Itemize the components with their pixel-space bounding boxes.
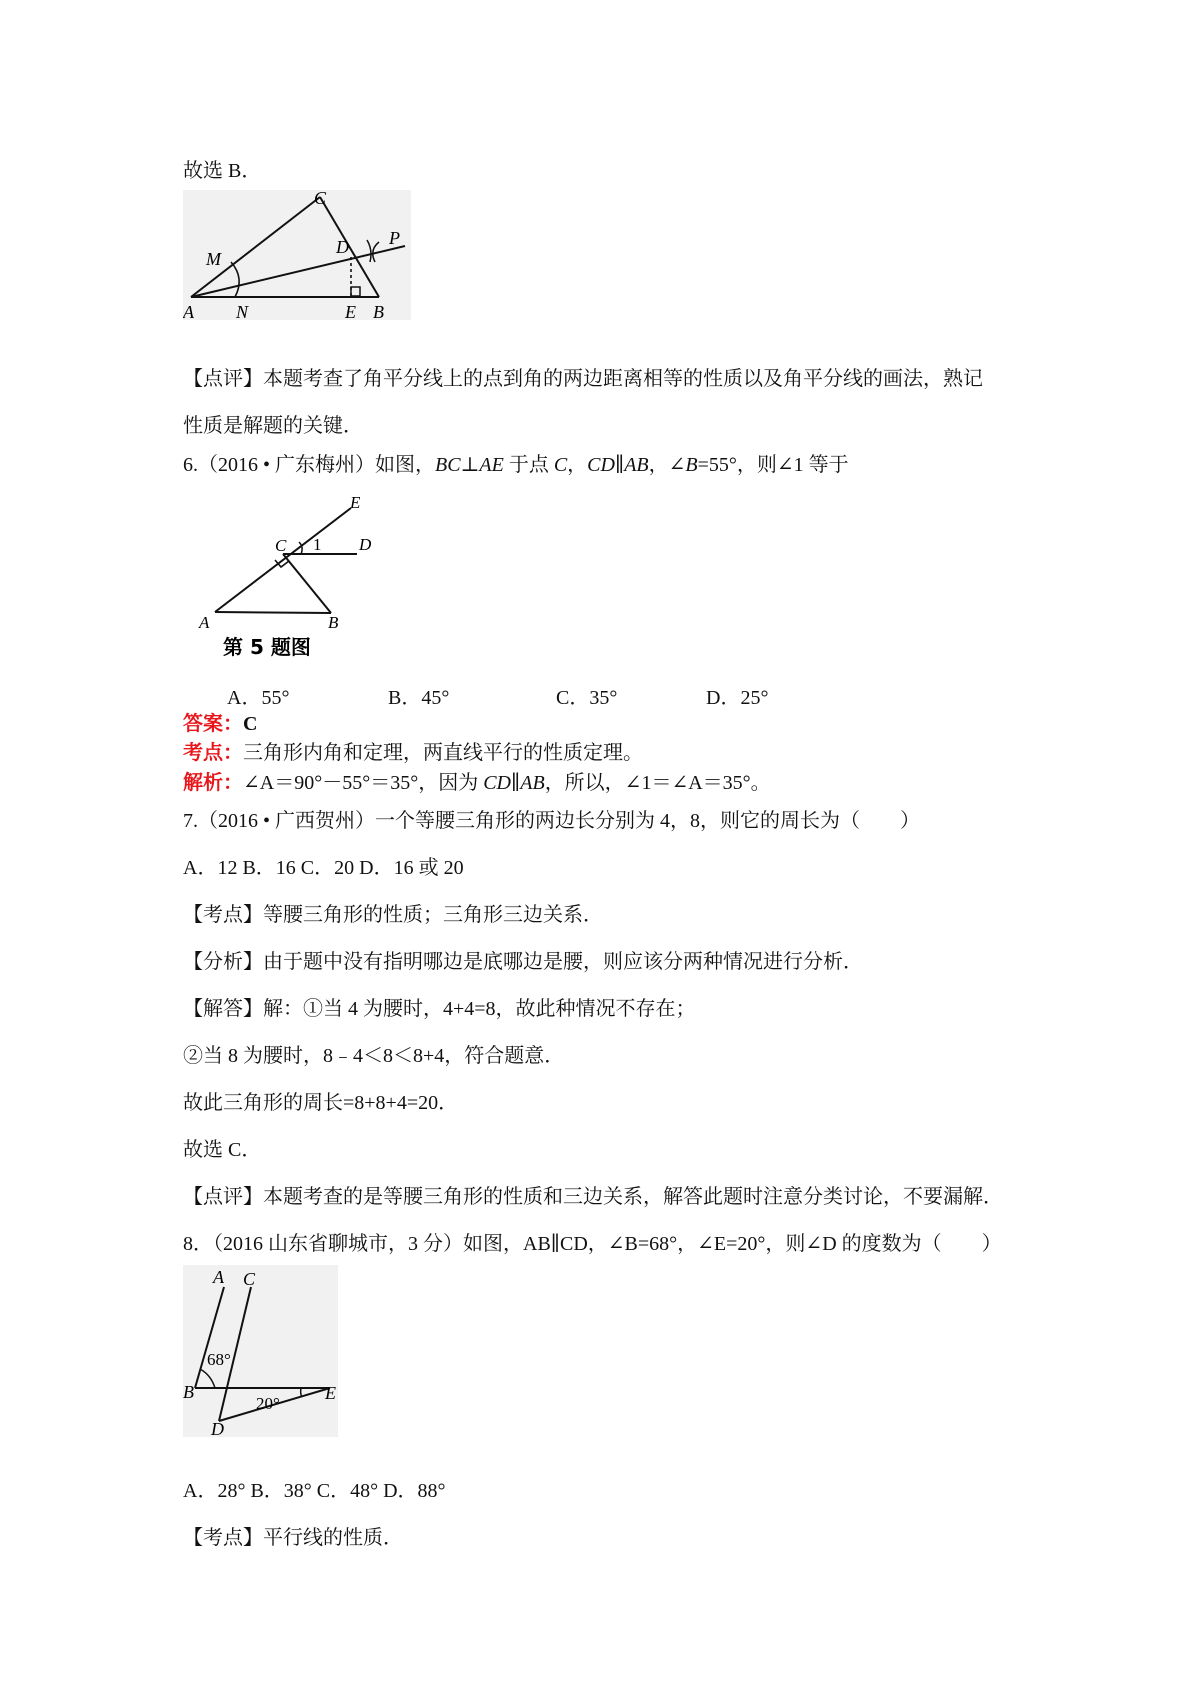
fig1-label-d: D <box>336 237 349 257</box>
fig2-label-1: 1 <box>313 535 322 554</box>
question-7-solution-3: 故此三角形的周长=8+8+4=20． <box>183 1092 459 1114</box>
fig2-label-d: D <box>359 535 372 554</box>
fig1-label-e: E <box>345 302 356 320</box>
fig3-label-b: B <box>183 1382 194 1402</box>
fig3-label-d: D <box>211 1419 224 1437</box>
question-7-stem: 7.（2016 • 广西贺州）一个等腰三角形的两边长分别为 4，8，则它的周长为（ ） <box>183 810 921 832</box>
fig3-label-68: 68° <box>207 1350 231 1369</box>
fig1-label-n: N <box>236 302 249 320</box>
q6-analysis: 解析：∠A＝90°－55°＝35°，因为 CD∥AB，所以，∠1＝∠A＝35°。 <box>183 772 771 794</box>
fig2-caption: 第 5 题图 <box>223 635 311 659</box>
review-line-2: 性质是解题的关键． <box>183 415 363 437</box>
question-7-selection: 故选 C． <box>183 1139 262 1161</box>
fig1-label-p: P <box>389 228 400 248</box>
question-8-stem: 8．（2016 山东省聊城市，3 分）如图，AB∥CD，∠B=68°，∠E=20°，则∠D 的度数为（ ） <box>183 1233 1002 1255</box>
question-7-solution-1: 【解答】解：①当 4 为腰时，4+4=8，故此种情况不存在； <box>183 998 696 1020</box>
fig3-label-a: A <box>213 1267 224 1287</box>
fig2-label-b: B <box>328 613 339 632</box>
review-line-1: 【点评】本题考查了角平分线上的点到角的两边距离相等的性质以及角平分线的画法，熟记 <box>183 368 983 390</box>
fig3-label-e: E <box>325 1383 336 1403</box>
q6-option-c: C．35° <box>556 687 618 709</box>
fig1-label-m: M <box>206 249 221 269</box>
question-8-options: A．28° B．38° C．48° D．88° <box>183 1480 446 1502</box>
fig1-label-a: A <box>183 302 194 320</box>
conclusion-line: 故选 B． <box>183 160 262 182</box>
question-7-keypoint: 【考点】等腰三角形的性质；三角形三边关系． <box>183 904 603 926</box>
question-8-keypoint: 【考点】平行线的性质． <box>183 1527 403 1549</box>
fig3-label-c: C <box>243 1269 256 1289</box>
question-7-options: A．12 B．16 C．20 D．16 或 20 <box>183 857 464 879</box>
fig1-label-c: C <box>314 190 327 208</box>
question-8-figure <box>183 1265 338 1437</box>
fig2-label-a: A <box>199 613 210 632</box>
q6-option-a: A．55° <box>227 687 290 709</box>
question-6-figure <box>195 492 385 662</box>
angle-bisector-figure <box>183 190 411 320</box>
fig2-label-c: C <box>275 536 287 555</box>
q6-option-d: D．25° <box>706 687 769 709</box>
fig3-label-20: 20° <box>256 1394 280 1413</box>
fig1-label-b: B <box>373 302 384 320</box>
q6-answer: 答案：C <box>183 713 258 735</box>
q6-option-b: B．45° <box>388 687 450 709</box>
question-6-stem: 6.（2016 • 广东梅州）如图，BC⊥AE 于点 C，CD∥AB，∠B=55°，则∠1 等于 <box>183 454 849 476</box>
question-7-review: 【点评】本题考查的是等腰三角形的性质和三边关系，解答此题时注意分类讨论，不要漏解． <box>183 1186 1003 1208</box>
question-7-analysis: 【分析】由于题中没有指明哪边是底哪边是腰，则应该分两种情况进行分析． <box>183 951 863 973</box>
question-7-solution-2: ②当 8 为腰时，8﹣4＜8＜8+4，符合题意． <box>183 1045 565 1067</box>
fig2-label-e: E <box>350 493 361 512</box>
q6-keypoint: 考点：三角形内角和定理，两直线平行的性质定理。 <box>183 742 643 764</box>
